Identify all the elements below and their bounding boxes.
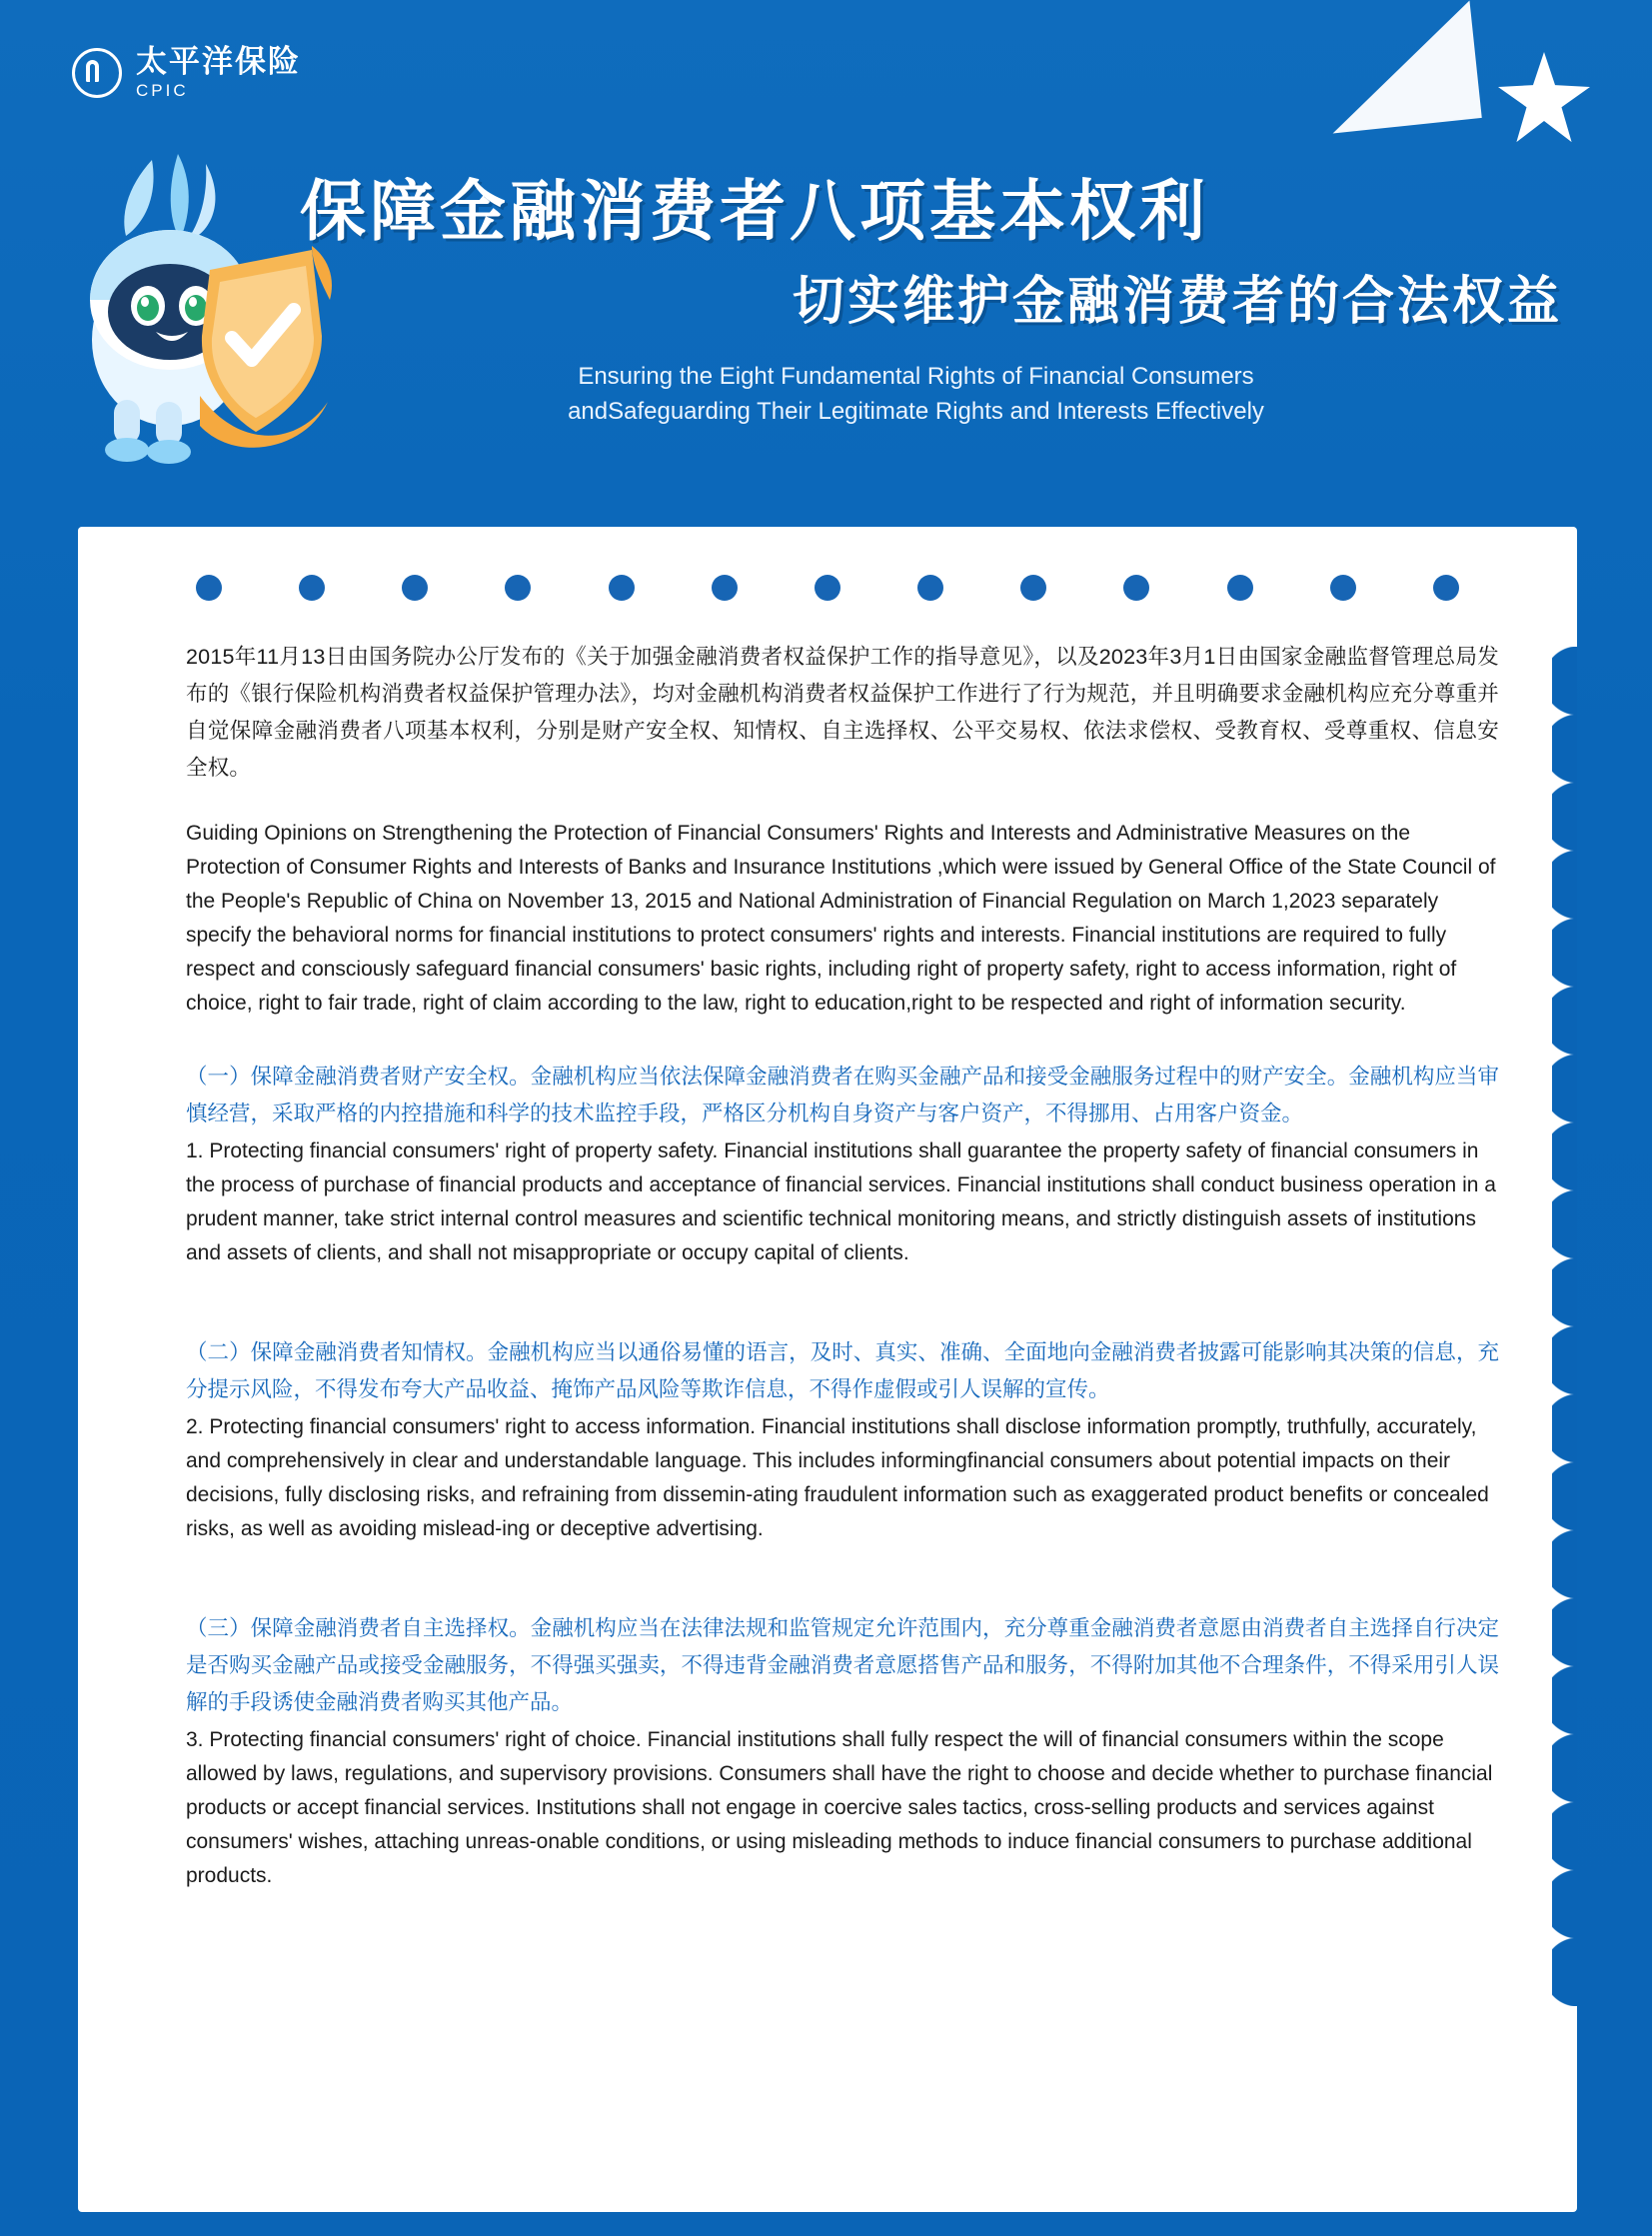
poster-title-block [300, 175, 1572, 430]
divider-dot [712, 575, 738, 601]
section-2-en: 2. Protecting financial consumers' right to access information. Financial institutions shall disclose information promptly, truthfully, accurately, and comprehensively in clear and understandable language. This includes informingfinancial consumers about potential impacts on their decisions, fully disclosing risks, and refraining from dissemin-ating fraudulent information such as exaggerated product benefits or concealed risks, as well as avoiding mislead-ing or deceptive advertising. [186, 1414, 1489, 1540]
brand-name-en: CPIC [136, 80, 189, 100]
divider-dot [196, 575, 222, 601]
comet-decoration [1320, 0, 1482, 133]
star-decoration [1498, 52, 1590, 144]
divider-dot [505, 575, 531, 601]
brand-name-cn: 太平洋保险 [136, 44, 301, 79]
divider-dot [299, 575, 325, 601]
divider-dot [1020, 575, 1046, 601]
section-3-cn: （三）保障金融消费者自主选择权。金融机构应当在法律法规和监管规定允许范围内，充分尊重金融消费者意愿由消费者自主选择自行决定是否购买金融产品或接受金融服务，不得强买强卖，不得违背金融消费者意愿搭售产品和服务，不得附加其他不合理条件，不得采用引人误解的手段诱使金融消费者购买其他产品。 [186, 1615, 1499, 1714]
mascot-illustration [60, 150, 340, 480]
divider-dot [1433, 575, 1459, 601]
section-1-en: 1. Protecting financial consumers' right of property safety. Financial institutions shall guarantee the property safety of financial consumers in the process of purchase of financial products and acceptance of financial services. Financial institutions shall conduct business operation in a prudent manner, take strict internal control measures and scientific technical monitoring means, and strictly distinguish assets of institutions and assets of clients, and shall not misappropriate or occupy capital of clients. [186, 1138, 1496, 1264]
intro-paragraph-en: Guiding Opinions on Strengthening the Protection of Financial Consumers' Rights and Interests and Administrative Measures on the Protection of Consumer Rights and Interests of Banks and Insurance Institutions ,which were issued by General Office of the State Council of the People's Republic of China on November 13, 2015 and National Administration of Financial Regulation on March 1,2023 separately specify the behavioral norms for financial institutions to protect consumers' rights and interests. Financial institutions are required to fully respect and consciously safeguard financial consumers' basic rights, including right of property safety, right to access information, right of choice, right to fair trade, right of claim according to the law, right to education,right to be respected and right of information security. [186, 821, 1496, 1015]
section-1-cn: （一）保障金融消费者财产安全权。金融机构应当依法保障金融消费者在购买金融产品和接受金融服务过程中的财产安全。金融机构应当审慎经营，采取严格的内控措施和科学的技术监控手段，严格区分机构自身资产与客户资产，不得挪用、占用客户资金。 [186, 1064, 1499, 1125]
divider-dot [1123, 575, 1149, 601]
page-title-cn-line2: 切实维护金融消费者的合法权益 [792, 272, 1562, 331]
divider-dot [815, 575, 840, 601]
page-title-en [300, 360, 1572, 430]
section-2-cn: （二）保障金融消费者知情权。金融机构应当以通俗易懂的语言，及时、真实、准确、全面地向金融消费者披露可能影响其决策的信息，充分提示风险，不得发布夸大产品收益、掩饰产品风险等欺诈信息，不得作虚假或引人误解的宣传。 [186, 1339, 1499, 1401]
intro-paragraph-cn: 2015年11月13日由国务院办公厅发布的《关于加强金融消费者权益保护工作的指导意见》，以及2023年3月1日由国家金融监督管理总局发布的《银行保险机构消费者权益保护管理办法》，均对金融机构消费者权益保护工作进行了行为规范，并且明确要求金融机构应充分尊重并自觉保障金融消费者八项基本权利，分别是财产安全权、知情权、自主选择权、公平交易权、依法求偿权、受教育权、受尊重权、信息安全权。 [186, 645, 1499, 780]
divider-dot [402, 575, 428, 601]
section-3-en: 3. Protecting financial consumers' right of choice. Financial institutions shall fully respect the will of financial consumers within the scope allowed by laws, regulations, and supervisory provisions. Consumers shall have the right to choose and decide whether to purchase financial products or accept financial services. Institutions shall not engage in coercive sales tactics, cross-selling products and services against consumers' wishes, attaching unreas-onable conditions, or using misleading methods to induce financial consumers to purchase additional products. [186, 1727, 1493, 1887]
divider-dot [917, 575, 943, 601]
divider-dot [1330, 575, 1356, 601]
cpic-circle-logo-icon [72, 48, 122, 98]
rights-section-2 [186, 1334, 1499, 1546]
dot-divider [78, 527, 1577, 601]
rights-section-3 [186, 1610, 1499, 1893]
page-title-en-line2: andSafeguarding Their Legitimate Rights and Interests Effectively [568, 397, 1264, 425]
rights-section-1 [186, 1059, 1499, 1270]
scalloped-edge-decoration [1552, 647, 1577, 2006]
document-body [78, 601, 1577, 1933]
divider-dot [609, 575, 635, 601]
brand-logo-text [136, 46, 301, 99]
divider-dot [1227, 575, 1253, 601]
content-card [78, 527, 1577, 2212]
page-title-en-line1: Ensuring the Eight Fundamental Rights of Financial Consumers [578, 362, 1254, 390]
page-title-cn-line1: 保障金融消费者八项基本权利 [300, 174, 1209, 248]
brand-logo [72, 46, 301, 99]
